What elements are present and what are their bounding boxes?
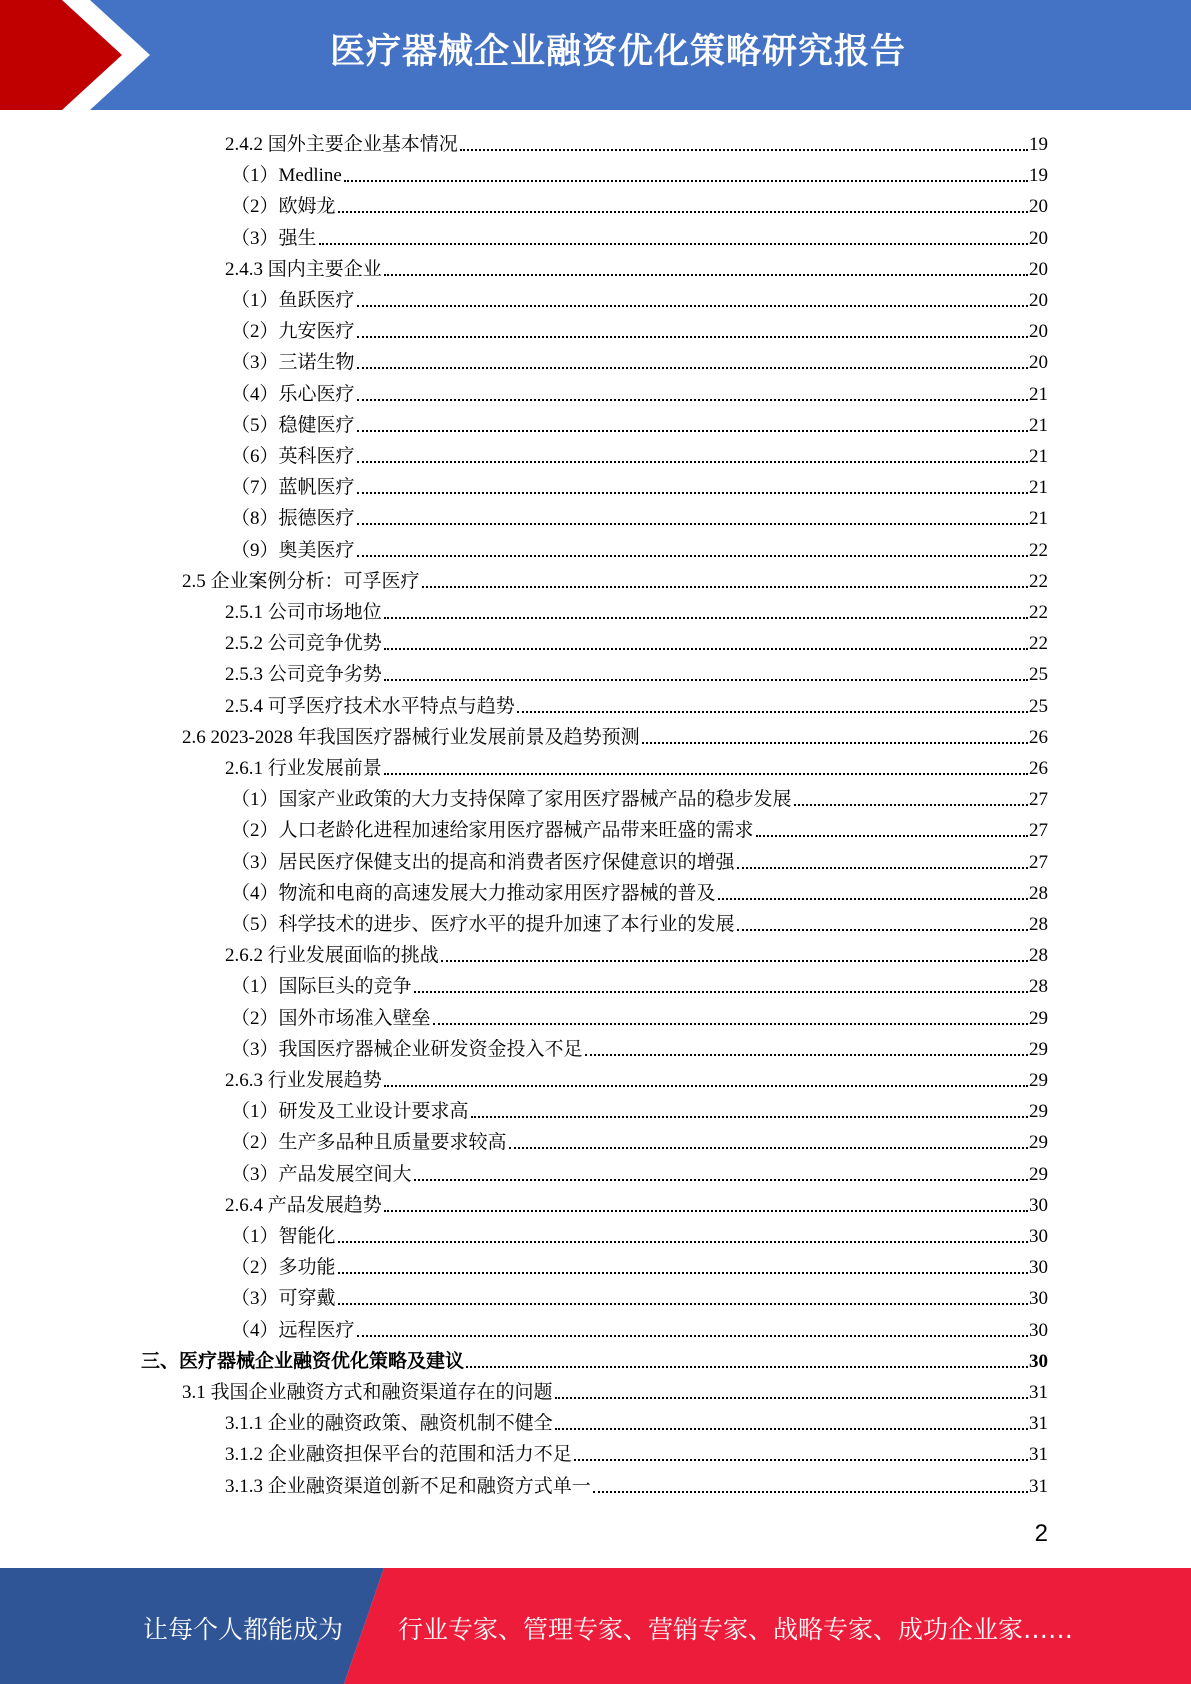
page-number: 2 bbox=[1034, 1520, 1048, 1547]
toc-dot-leader bbox=[414, 1179, 1028, 1181]
toc-entry-title: （2）九安医疗 bbox=[231, 321, 355, 343]
toc-entry[interactable] bbox=[231, 438, 1048, 469]
toc-entry[interactable] bbox=[231, 1124, 1048, 1155]
toc-entry-title: （3）可穿戴 bbox=[231, 1288, 336, 1310]
toc-entry[interactable] bbox=[225, 251, 1048, 282]
toc-dot-leader bbox=[756, 835, 1028, 837]
toc-entry[interactable] bbox=[231, 500, 1048, 531]
toc-entry[interactable] bbox=[231, 1280, 1048, 1311]
toc-entry-page: 22 bbox=[1029, 539, 1048, 561]
toc-entry[interactable] bbox=[231, 157, 1048, 188]
toc-entry-page: 27 bbox=[1029, 851, 1048, 873]
toc-dot-leader bbox=[466, 1366, 1028, 1368]
toc-dot-leader bbox=[433, 1023, 1028, 1025]
toc-dot-leader bbox=[593, 1491, 1028, 1493]
toc-entry-title: 三、医疗器械企业融资优化策略及建议 bbox=[141, 1350, 465, 1372]
toc-entry-title: 2.6.3 行业发展趋势 bbox=[225, 1070, 382, 1091]
toc-entry[interactable] bbox=[225, 625, 1048, 656]
toc-entry[interactable] bbox=[231, 1218, 1048, 1249]
toc-dot-leader bbox=[642, 742, 1028, 744]
toc-entry[interactable] bbox=[231, 532, 1048, 563]
toc-dot-leader bbox=[737, 929, 1028, 931]
toc-entry[interactable] bbox=[231, 407, 1048, 438]
toc-entry-title: （1）国家产业政策的大力支持保障了家用医疗器械产品的稳步发展 bbox=[231, 789, 792, 811]
toc-entry-page: 29 bbox=[1029, 1038, 1048, 1060]
toc-dot-leader bbox=[357, 461, 1028, 463]
toc-entry-page: 28 bbox=[1029, 945, 1048, 967]
toc-entry-page: 31 bbox=[1029, 1444, 1048, 1466]
toc-dot-leader bbox=[384, 274, 1028, 276]
toc-entry-page: 30 bbox=[1029, 1257, 1048, 1279]
toc-entry-title: （1）鱼跃医疗 bbox=[231, 290, 355, 311]
toc-entry-page: 25 bbox=[1029, 664, 1048, 686]
toc-entry-page: 25 bbox=[1029, 695, 1048, 717]
toc-dot-leader bbox=[422, 586, 1028, 588]
toc-dot-leader bbox=[471, 1116, 1028, 1118]
toc-entry-title: （3）产品发展空间大 bbox=[231, 1163, 412, 1185]
toc-entry-title: 2.6.1 行业发展前景 bbox=[225, 758, 382, 779]
document-title: 医疗器械企业融资优化策略研究报告 bbox=[329, 32, 906, 72]
toc-entry-title: （5）稳健医疗 bbox=[231, 414, 355, 436]
toc-entry[interactable] bbox=[182, 719, 1048, 750]
toc-entry-page: 30 bbox=[1029, 1194, 1048, 1216]
toc-dot-leader bbox=[384, 617, 1028, 619]
toc-entry-page: 21 bbox=[1029, 446, 1048, 467]
toc-entry-page: 29 bbox=[1029, 1007, 1048, 1029]
toc-entry[interactable] bbox=[225, 688, 1048, 719]
toc-entry-page: 27 bbox=[1029, 820, 1048, 842]
toc-dot-leader bbox=[357, 336, 1028, 338]
toc-entry-title: 2.6 2023-2028 年我国医疗器械行业发展前景及趋势预测 bbox=[182, 726, 640, 748]
toc-entry[interactable] bbox=[225, 1436, 1048, 1467]
toc-dot-leader bbox=[509, 1147, 1028, 1149]
toc-dot-leader bbox=[794, 804, 1028, 806]
toc-entry-title: （1）国际巨头的竞争 bbox=[231, 976, 412, 998]
toc-entry[interactable] bbox=[225, 1468, 1048, 1499]
toc-dot-leader bbox=[344, 180, 1028, 182]
toc-entry-page: 29 bbox=[1029, 1163, 1048, 1185]
toc-entry-page: 26 bbox=[1029, 758, 1048, 779]
toc-entry[interactable] bbox=[225, 750, 1048, 781]
toc-entry-title: （1）智能化 bbox=[231, 1226, 336, 1247]
toc-entry-page: 20 bbox=[1029, 321, 1048, 343]
toc-entry[interactable] bbox=[231, 188, 1048, 219]
toc-dot-leader bbox=[574, 1459, 1028, 1461]
toc-entry[interactable] bbox=[231, 844, 1048, 875]
toc-dot-leader bbox=[357, 555, 1028, 557]
toc-dot-leader bbox=[737, 867, 1028, 869]
toc-entry-title: 3.1.3 企业融资渠道创新不足和融资方式单一 bbox=[225, 1475, 591, 1497]
toc-entry[interactable] bbox=[231, 1156, 1048, 1187]
toc-entry-title: （2）人口老龄化进程加速给家用医疗器械产品带来旺盛的需求 bbox=[231, 820, 754, 842]
toc-dot-leader bbox=[338, 1303, 1028, 1305]
toc-dot-leader bbox=[517, 711, 1028, 713]
toc-entry[interactable] bbox=[231, 781, 1048, 812]
toc-dot-leader bbox=[555, 1428, 1028, 1430]
toc-entry-page: 21 bbox=[1029, 383, 1048, 405]
toc-entry-page: 28 bbox=[1029, 976, 1048, 998]
toc-entry-title: （7）蓝帆医疗 bbox=[231, 477, 355, 499]
toc-entry-page: 29 bbox=[1029, 1070, 1048, 1091]
toc-entry-title: 2.5.3 公司竞争劣势 bbox=[225, 664, 382, 686]
toc-entry-title: （2）国外市场准入壁垒 bbox=[231, 1007, 431, 1029]
toc-dot-leader bbox=[357, 1335, 1028, 1337]
toc-entry[interactable] bbox=[231, 1093, 1048, 1124]
toc-entry[interactable] bbox=[231, 344, 1048, 375]
toc-dot-leader bbox=[384, 1085, 1028, 1087]
toc-dot-leader bbox=[357, 492, 1028, 494]
toc-dot-leader bbox=[357, 367, 1028, 369]
toc-entry[interactable] bbox=[225, 937, 1048, 968]
toc-entry-page: 21 bbox=[1029, 414, 1048, 436]
toc-entry-page: 22 bbox=[1029, 633, 1048, 655]
toc-entry-page: 21 bbox=[1029, 477, 1048, 499]
toc-dot-leader bbox=[357, 305, 1028, 307]
toc-entry-title: 2.6.2 行业发展面临的挑战 bbox=[225, 945, 439, 967]
footer-slogan-left: 让每个人都能成为 bbox=[143, 1615, 344, 1644]
toc-dot-leader bbox=[384, 679, 1028, 681]
toc-entry-title: 3.1.1 企业的融资政策、融资机制不健全 bbox=[225, 1413, 553, 1435]
toc-entry-page: 28 bbox=[1029, 882, 1048, 904]
toc-entry-title: （4）物流和电商的高速发展大力推动家用医疗器械的普及 bbox=[231, 882, 716, 904]
toc-entry-page: 31 bbox=[1029, 1413, 1048, 1435]
toc-dot-leader bbox=[414, 991, 1028, 993]
toc-entry-title: （9）奥美医疗 bbox=[231, 539, 355, 561]
toc-entry-page: 30 bbox=[1029, 1288, 1048, 1310]
toc-entry-title: 3.1.2 企业融资担保平台的范围和活力不足 bbox=[225, 1444, 572, 1466]
toc-entry[interactable] bbox=[225, 1062, 1048, 1093]
toc-entry[interactable] bbox=[141, 1343, 1048, 1374]
toc-dot-leader bbox=[555, 1397, 1028, 1399]
toc-entry[interactable] bbox=[182, 563, 1048, 594]
toc-entry[interactable] bbox=[231, 875, 1048, 906]
toc-dot-leader bbox=[585, 1054, 1028, 1056]
toc-entry[interactable] bbox=[225, 656, 1048, 687]
toc-entry-page: 20 bbox=[1029, 227, 1048, 249]
toc-entry[interactable] bbox=[231, 906, 1048, 937]
toc-entry[interactable] bbox=[225, 1405, 1048, 1436]
header-chevron-decoration bbox=[0, 0, 160, 110]
toc-entry[interactable] bbox=[225, 126, 1048, 157]
toc-entry-page: 20 bbox=[1029, 258, 1048, 280]
toc-entry[interactable] bbox=[231, 1312, 1048, 1343]
toc-entry-page: 20 bbox=[1029, 196, 1048, 218]
toc-dot-leader bbox=[357, 399, 1028, 401]
toc-entry-page: 20 bbox=[1029, 290, 1048, 311]
toc-entry[interactable] bbox=[231, 1000, 1048, 1031]
toc-entry-title: （5）科学技术的进步、医疗水平的提升加速了本行业的发展 bbox=[231, 914, 735, 935]
toc-entry-title: （1）Medline bbox=[231, 165, 342, 187]
toc-entry-page: 29 bbox=[1029, 1101, 1048, 1123]
toc-dot-leader bbox=[460, 149, 1028, 151]
toc-entry[interactable] bbox=[231, 1249, 1048, 1280]
toc-dot-leader bbox=[718, 898, 1028, 900]
toc-dot-leader bbox=[384, 773, 1028, 775]
toc-entry-page: 30 bbox=[1029, 1226, 1048, 1247]
toc-entry-page: 27 bbox=[1029, 789, 1048, 811]
toc-dot-leader bbox=[384, 1210, 1028, 1212]
toc-entry-title: （3）我国医疗器械企业研发资金投入不足 bbox=[231, 1038, 583, 1060]
toc-entry-title: （3）三诺生物 bbox=[231, 352, 355, 374]
toc-entry-title: 3.1 我国企业融资方式和融资渠道存在的问题 bbox=[182, 1382, 553, 1403]
toc-entry-page: 30 bbox=[1029, 1319, 1048, 1341]
toc-entry-title: （2）欧姆龙 bbox=[231, 196, 336, 218]
toc-entry-title: 2.5.4 可孚医疗技术水平特点与趋势 bbox=[225, 695, 515, 717]
toc-entry-title: （4）乐心医疗 bbox=[231, 383, 355, 405]
toc-dot-leader bbox=[357, 430, 1028, 432]
toc-entry-page: 21 bbox=[1029, 508, 1048, 530]
toc-dot-leader bbox=[319, 243, 1028, 245]
toc-dot-leader bbox=[338, 1241, 1028, 1243]
toc-entry-page: 22 bbox=[1029, 570, 1048, 592]
toc-dot-leader bbox=[338, 211, 1028, 213]
toc-entry-title: （2）多功能 bbox=[231, 1257, 336, 1279]
toc-entry-page: 19 bbox=[1029, 165, 1048, 187]
toc-entry-title: （2）生产多品种且质量要求较高 bbox=[231, 1132, 507, 1154]
toc-entry[interactable] bbox=[231, 282, 1048, 313]
toc-entry-page: 19 bbox=[1029, 134, 1048, 155]
toc-entry-title: （3）强生 bbox=[231, 227, 317, 249]
toc-entry[interactable] bbox=[231, 220, 1048, 251]
toc-dot-leader bbox=[441, 960, 1028, 962]
toc-entry-title: 2.5.2 公司竞争优势 bbox=[225, 633, 382, 655]
toc-entry-title: （8）振德医疗 bbox=[231, 508, 355, 530]
toc-entry-title: 2.6.4 产品发展趋势 bbox=[225, 1194, 382, 1216]
toc-entry-title: 2.5 企业案例分析：可孚医疗 bbox=[182, 570, 420, 592]
toc-entry-title: （6）英科医疗 bbox=[231, 446, 355, 467]
toc-entry-page: 31 bbox=[1029, 1475, 1048, 1497]
toc-entry[interactable] bbox=[182, 1374, 1048, 1405]
toc-entry-page: 30 bbox=[1029, 1350, 1048, 1372]
toc-dot-leader bbox=[357, 523, 1028, 525]
toc-entry-title: 2.4.2 国外主要企业基本情况 bbox=[225, 134, 458, 155]
toc-dot-leader bbox=[338, 1272, 1028, 1274]
toc-entry-title: （3）居民医疗保健支出的提高和消费者医疗保健意识的增强 bbox=[231, 851, 735, 873]
toc-entry-page: 20 bbox=[1029, 352, 1048, 374]
toc-entry-page: 28 bbox=[1029, 914, 1048, 935]
toc-entry[interactable] bbox=[231, 968, 1048, 999]
footer-slogan-right: 行业专家、管理专家、营销专家、战略专家、成功企业家…… bbox=[398, 1615, 1074, 1644]
toc-entry[interactable] bbox=[231, 469, 1048, 500]
toc-dot-leader bbox=[384, 648, 1028, 650]
header-bar bbox=[0, 0, 1191, 110]
toc-entry-page: 29 bbox=[1029, 1132, 1048, 1154]
toc-entry-page: 26 bbox=[1029, 726, 1048, 748]
toc-entry[interactable] bbox=[231, 812, 1048, 843]
toc-entry-title: 2.5.1 公司市场地位 bbox=[225, 602, 382, 623]
toc-entry-title: 2.4.3 国内主要企业 bbox=[225, 258, 382, 280]
toc-entry-page: 31 bbox=[1029, 1382, 1048, 1403]
toc-entry[interactable] bbox=[231, 1031, 1048, 1062]
toc-entry[interactable] bbox=[231, 376, 1048, 407]
toc-entry-title: （4）远程医疗 bbox=[231, 1319, 355, 1341]
toc-entry-page: 22 bbox=[1029, 602, 1048, 623]
toc-entry[interactable] bbox=[225, 1187, 1048, 1218]
toc-entry[interactable] bbox=[225, 594, 1048, 625]
toc-entry-title: （1）研发及工业设计要求高 bbox=[231, 1101, 469, 1123]
toc-entry[interactable] bbox=[231, 313, 1048, 344]
